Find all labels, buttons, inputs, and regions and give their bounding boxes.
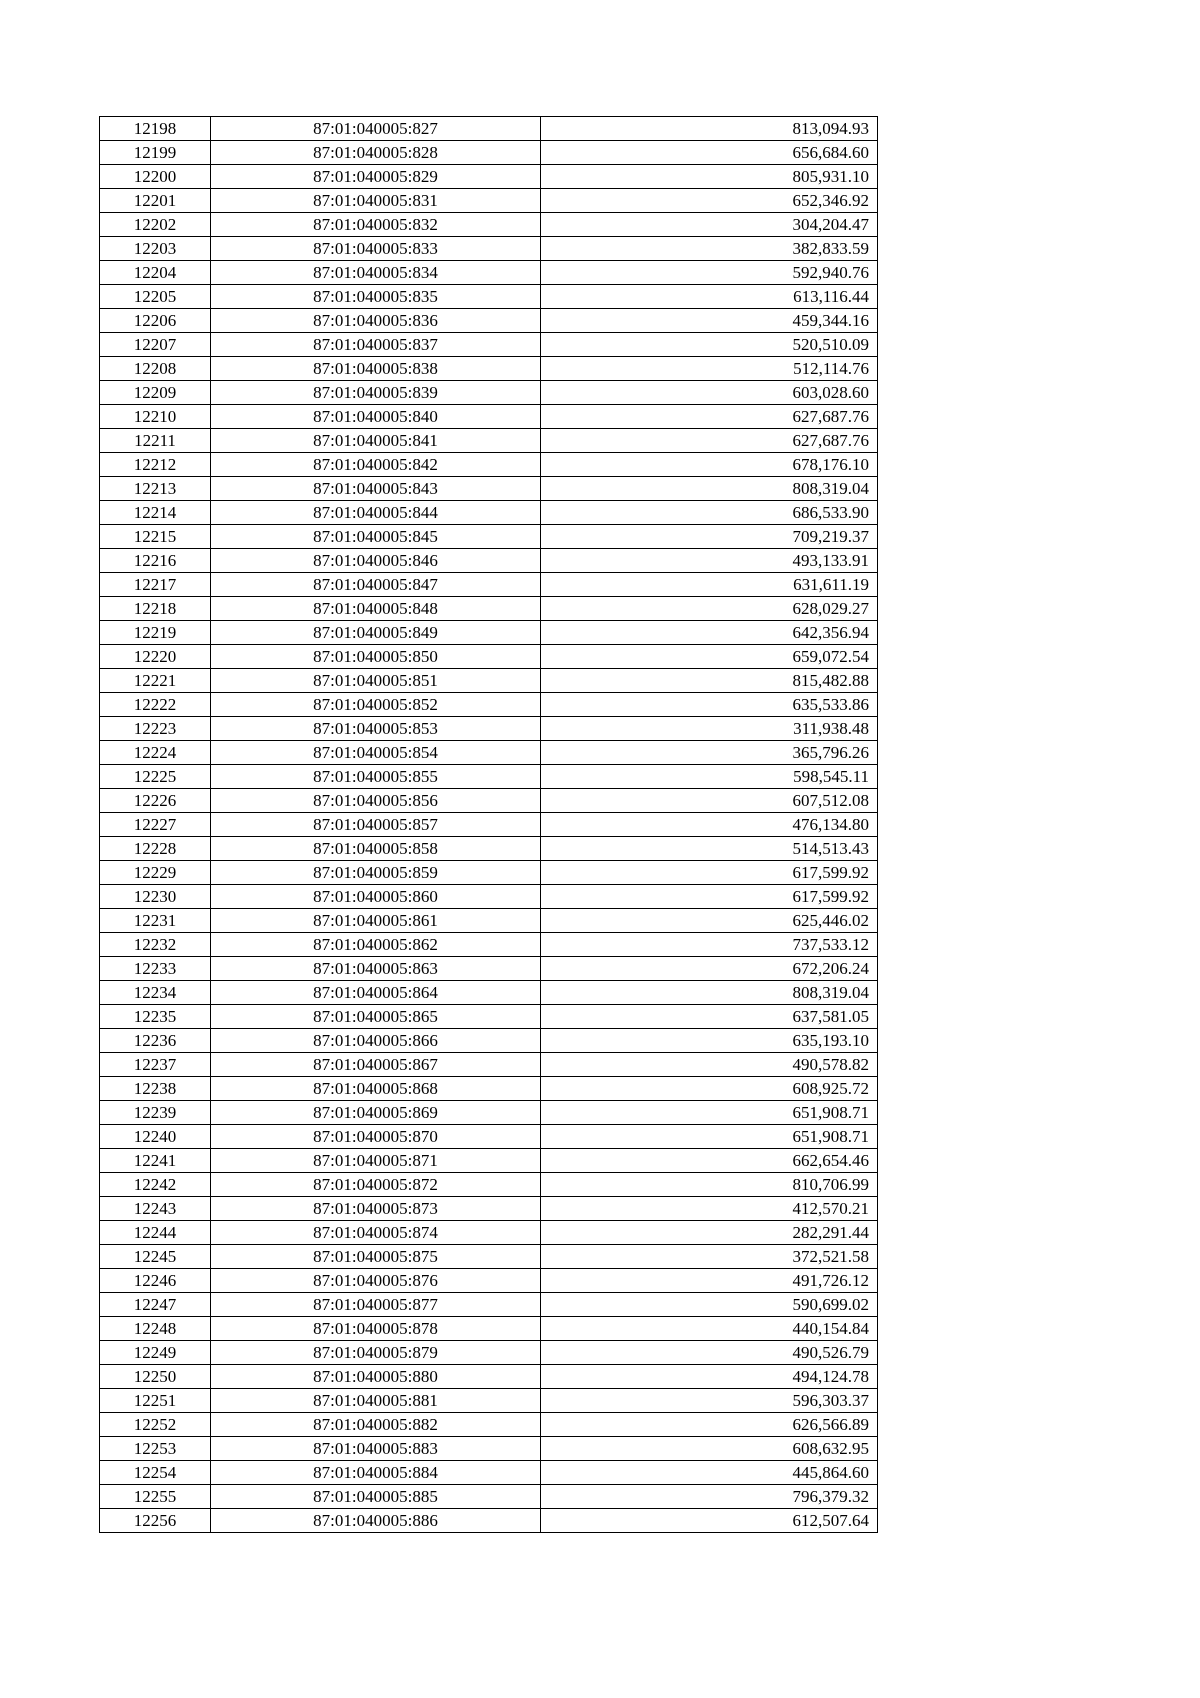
cadastral-number-cell: 87:01:040005:869 — [211, 1101, 541, 1125]
cadastral-value-cell: 514,513.43 — [541, 837, 878, 861]
cadastral-value-cell: 796,379.32 — [541, 1485, 878, 1509]
table-row — [100, 213, 878, 237]
cadastral-value-cell: 626,566.89 — [541, 1413, 878, 1437]
row-number-cell: 12217 — [100, 573, 211, 597]
table-row — [100, 597, 878, 621]
row-number-cell: 12244 — [100, 1221, 211, 1245]
cadastral-value-cell: 412,570.21 — [541, 1197, 878, 1221]
table-row — [100, 429, 878, 453]
cadastral-number-cell: 87:01:040005:867 — [211, 1053, 541, 1077]
cadastral-value-cell: 627,687.76 — [541, 405, 878, 429]
row-number-cell: 12218 — [100, 597, 211, 621]
cadastral-number-cell: 87:01:040005:829 — [211, 165, 541, 189]
cadastral-value-table — [99, 116, 878, 1533]
cadastral-number-cell: 87:01:040005:868 — [211, 1077, 541, 1101]
table-row — [100, 309, 878, 333]
cadastral-number-cell: 87:01:040005:883 — [211, 1437, 541, 1461]
cadastral-number-cell: 87:01:040005:865 — [211, 1005, 541, 1029]
cadastral-value-cell: 612,507.64 — [541, 1509, 878, 1533]
cadastral-value-cell: 651,908.71 — [541, 1125, 878, 1149]
row-number-cell: 12256 — [100, 1509, 211, 1533]
cadastral-value-cell: 608,925.72 — [541, 1077, 878, 1101]
row-number-cell: 12237 — [100, 1053, 211, 1077]
row-number-cell: 12216 — [100, 549, 211, 573]
cadastral-number-cell: 87:01:040005:862 — [211, 933, 541, 957]
table-row — [100, 381, 878, 405]
cadastral-number-cell: 87:01:040005:842 — [211, 453, 541, 477]
cadastral-number-cell: 87:01:040005:849 — [211, 621, 541, 645]
table-row — [100, 165, 878, 189]
cadastral-number-cell: 87:01:040005:850 — [211, 645, 541, 669]
cadastral-number-cell: 87:01:040005:881 — [211, 1389, 541, 1413]
cadastral-value-cell: 596,303.37 — [541, 1389, 878, 1413]
cadastral-value-cell: 659,072.54 — [541, 645, 878, 669]
row-number-cell: 12219 — [100, 621, 211, 645]
cadastral-value-cell: 737,533.12 — [541, 933, 878, 957]
cadastral-number-cell: 87:01:040005:872 — [211, 1173, 541, 1197]
row-number-cell: 12211 — [100, 429, 211, 453]
cadastral-number-cell: 87:01:040005:856 — [211, 789, 541, 813]
cadastral-value-cell: 598,545.11 — [541, 765, 878, 789]
cadastral-number-cell: 87:01:040005:833 — [211, 237, 541, 261]
table-row — [100, 573, 878, 597]
cadastral-number-cell: 87:01:040005:858 — [211, 837, 541, 861]
table-row — [100, 1077, 878, 1101]
table-row — [100, 1437, 878, 1461]
row-number-cell: 12229 — [100, 861, 211, 885]
cadastral-number-cell: 87:01:040005:835 — [211, 285, 541, 309]
cadastral-number-cell: 87:01:040005:844 — [211, 501, 541, 525]
cadastral-number-cell: 87:01:040005:864 — [211, 981, 541, 1005]
table-row — [100, 453, 878, 477]
cadastral-value-cell: 372,521.58 — [541, 1245, 878, 1269]
row-number-cell: 12214 — [100, 501, 211, 525]
table-row — [100, 1293, 878, 1317]
cadastral-number-cell: 87:01:040005:852 — [211, 693, 541, 717]
row-number-cell: 12204 — [100, 261, 211, 285]
table-row — [100, 141, 878, 165]
cadastral-value-cell: 476,134.80 — [541, 813, 878, 837]
table-row — [100, 549, 878, 573]
row-number-cell: 12248 — [100, 1317, 211, 1341]
table-row — [100, 261, 878, 285]
cadastral-value-cell: 815,482.88 — [541, 669, 878, 693]
table-row — [100, 1485, 878, 1509]
table-row — [100, 333, 878, 357]
cadastral-number-cell: 87:01:040005:832 — [211, 213, 541, 237]
row-number-cell: 12234 — [100, 981, 211, 1005]
cadastral-number-cell: 87:01:040005:838 — [211, 357, 541, 381]
table-row — [100, 669, 878, 693]
table-row — [100, 1413, 878, 1437]
table-row — [100, 525, 878, 549]
table-row — [100, 1029, 878, 1053]
table-row — [100, 981, 878, 1005]
table-row — [100, 405, 878, 429]
cadastral-value-cell: 709,219.37 — [541, 525, 878, 549]
row-number-cell: 12240 — [100, 1125, 211, 1149]
row-number-cell: 12202 — [100, 213, 211, 237]
cadastral-number-cell: 87:01:040005:840 — [211, 405, 541, 429]
cadastral-value-cell: 628,029.27 — [541, 597, 878, 621]
cadastral-number-cell: 87:01:040005:839 — [211, 381, 541, 405]
cadastral-number-cell: 87:01:040005:834 — [211, 261, 541, 285]
table-row — [100, 1389, 878, 1413]
cadastral-value-cell: 662,654.46 — [541, 1149, 878, 1173]
row-number-cell: 12221 — [100, 669, 211, 693]
cadastral-number-cell: 87:01:040005:845 — [211, 525, 541, 549]
cadastral-value-cell: 808,319.04 — [541, 981, 878, 1005]
row-number-cell: 12207 — [100, 333, 211, 357]
cadastral-number-cell: 87:01:040005:880 — [211, 1365, 541, 1389]
row-number-cell: 12212 — [100, 453, 211, 477]
cadastral-value-cell: 672,206.24 — [541, 957, 878, 981]
cadastral-value-cell: 656,684.60 — [541, 141, 878, 165]
table-row — [100, 789, 878, 813]
row-number-cell: 12215 — [100, 525, 211, 549]
cadastral-value-cell: 631,611.19 — [541, 573, 878, 597]
table-row — [100, 621, 878, 645]
row-number-cell: 12206 — [100, 309, 211, 333]
cadastral-value-cell: 617,599.92 — [541, 885, 878, 909]
table-row — [100, 933, 878, 957]
row-number-cell: 12239 — [100, 1101, 211, 1125]
table-row — [100, 1341, 878, 1365]
cadastral-value-cell: 637,581.05 — [541, 1005, 878, 1029]
table-row — [100, 189, 878, 213]
cadastral-value-cell: 382,833.59 — [541, 237, 878, 261]
cadastral-number-cell: 87:01:040005:878 — [211, 1317, 541, 1341]
row-number-cell: 12252 — [100, 1413, 211, 1437]
cadastral-value-cell: 805,931.10 — [541, 165, 878, 189]
row-number-cell: 12253 — [100, 1437, 211, 1461]
cadastral-value-cell: 607,512.08 — [541, 789, 878, 813]
cadastral-value-cell: 608,632.95 — [541, 1437, 878, 1461]
row-number-cell: 12243 — [100, 1197, 211, 1221]
row-number-cell: 12232 — [100, 933, 211, 957]
cadastral-value-cell: 490,578.82 — [541, 1053, 878, 1077]
cadastral-number-cell: 87:01:040005:847 — [211, 573, 541, 597]
cadastral-number-cell: 87:01:040005:828 — [211, 141, 541, 165]
cadastral-number-cell: 87:01:040005:853 — [211, 717, 541, 741]
cadastral-number-cell: 87:01:040005:863 — [211, 957, 541, 981]
cadastral-value-cell: 590,699.02 — [541, 1293, 878, 1317]
row-number-cell: 12255 — [100, 1485, 211, 1509]
row-number-cell: 12210 — [100, 405, 211, 429]
cadastral-number-cell: 87:01:040005:875 — [211, 1245, 541, 1269]
cadastral-number-cell: 87:01:040005:846 — [211, 549, 541, 573]
table-row — [100, 237, 878, 261]
row-number-cell: 12227 — [100, 813, 211, 837]
row-number-cell: 12208 — [100, 357, 211, 381]
row-number-cell: 12247 — [100, 1293, 211, 1317]
table-row — [100, 813, 878, 837]
table-row — [100, 1509, 878, 1533]
table-row — [100, 117, 878, 141]
row-number-cell: 12226 — [100, 789, 211, 813]
row-number-cell: 12246 — [100, 1269, 211, 1293]
cadastral-number-cell: 87:01:040005:851 — [211, 669, 541, 693]
cadastral-number-cell: 87:01:040005:886 — [211, 1509, 541, 1533]
cadastral-number-cell: 87:01:040005:836 — [211, 309, 541, 333]
cadastral-value-cell: 652,346.92 — [541, 189, 878, 213]
row-number-cell: 12231 — [100, 909, 211, 933]
cadastral-value-cell: 520,510.09 — [541, 333, 878, 357]
cadastral-number-cell: 87:01:040005:855 — [211, 765, 541, 789]
row-number-cell: 12230 — [100, 885, 211, 909]
cadastral-number-cell: 87:01:040005:860 — [211, 885, 541, 909]
cadastral-value-cell: 440,154.84 — [541, 1317, 878, 1341]
row-number-cell: 12203 — [100, 237, 211, 261]
table-row — [100, 693, 878, 717]
cadastral-value-cell: 808,319.04 — [541, 477, 878, 501]
table-row — [100, 1101, 878, 1125]
cadastral-value-cell: 491,726.12 — [541, 1269, 878, 1293]
cadastral-value-cell: 686,533.90 — [541, 501, 878, 525]
row-number-cell: 12241 — [100, 1149, 211, 1173]
row-number-cell: 12225 — [100, 765, 211, 789]
cadastral-value-cell: 512,114.76 — [541, 357, 878, 381]
cadastral-number-cell: 87:01:040005:882 — [211, 1413, 541, 1437]
cadastral-number-cell: 87:01:040005:841 — [211, 429, 541, 453]
table-row — [100, 501, 878, 525]
table-row — [100, 717, 878, 741]
cadastral-number-cell: 87:01:040005:857 — [211, 813, 541, 837]
table-row — [100, 861, 878, 885]
table-row — [100, 1461, 878, 1485]
table-row — [100, 765, 878, 789]
cadastral-number-cell: 87:01:040005:831 — [211, 189, 541, 213]
table-row — [100, 1365, 878, 1389]
cadastral-number-cell: 87:01:040005:877 — [211, 1293, 541, 1317]
cadastral-value-cell: 365,796.26 — [541, 741, 878, 765]
row-number-cell: 12236 — [100, 1029, 211, 1053]
row-number-cell: 12228 — [100, 837, 211, 861]
table-row — [100, 1053, 878, 1077]
cadastral-value-cell: 490,526.79 — [541, 1341, 878, 1365]
cadastral-number-cell: 87:01:040005:870 — [211, 1125, 541, 1149]
cadastral-value-cell: 592,940.76 — [541, 261, 878, 285]
table-row — [100, 837, 878, 861]
cadastral-number-cell: 87:01:040005:873 — [211, 1197, 541, 1221]
row-number-cell: 12200 — [100, 165, 211, 189]
table-row — [100, 909, 878, 933]
cadastral-value-cell: 810,706.99 — [541, 1173, 878, 1197]
row-number-cell: 12198 — [100, 117, 211, 141]
cadastral-value-cell: 642,356.94 — [541, 621, 878, 645]
row-number-cell: 12245 — [100, 1245, 211, 1269]
cadastral-number-cell: 87:01:040005:866 — [211, 1029, 541, 1053]
row-number-cell: 12242 — [100, 1173, 211, 1197]
row-number-cell: 12224 — [100, 741, 211, 765]
row-number-cell: 12235 — [100, 1005, 211, 1029]
table-row — [100, 1125, 878, 1149]
cadastral-number-cell: 87:01:040005:848 — [211, 597, 541, 621]
cadastral-value-cell: 635,193.10 — [541, 1029, 878, 1053]
table-row — [100, 1149, 878, 1173]
cadastral-number-cell: 87:01:040005:885 — [211, 1485, 541, 1509]
cadastral-number-cell: 87:01:040005:843 — [211, 477, 541, 501]
cadastral-value-cell: 813,094.93 — [541, 117, 878, 141]
cadastral-value-cell: 613,116.44 — [541, 285, 878, 309]
cadastral-value-cell: 635,533.86 — [541, 693, 878, 717]
row-number-cell: 12209 — [100, 381, 211, 405]
cadastral-value-cell: 627,687.76 — [541, 429, 878, 453]
table-row — [100, 1245, 878, 1269]
table-row — [100, 285, 878, 309]
row-number-cell: 12201 — [100, 189, 211, 213]
cadastral-value-cell: 625,446.02 — [541, 909, 878, 933]
cadastral-value-cell: 651,908.71 — [541, 1101, 878, 1125]
table-row — [100, 1317, 878, 1341]
table-row — [100, 741, 878, 765]
table-row — [100, 1005, 878, 1029]
row-number-cell: 12238 — [100, 1077, 211, 1101]
cadastral-number-cell: 87:01:040005:861 — [211, 909, 541, 933]
cadastral-number-cell: 87:01:040005:859 — [211, 861, 541, 885]
row-number-cell: 12223 — [100, 717, 211, 741]
row-number-cell: 12250 — [100, 1365, 211, 1389]
cadastral-value-cell: 445,864.60 — [541, 1461, 878, 1485]
cadastral-number-cell: 87:01:040005:874 — [211, 1221, 541, 1245]
row-number-cell: 12233 — [100, 957, 211, 981]
row-number-cell: 12249 — [100, 1341, 211, 1365]
row-number-cell: 12213 — [100, 477, 211, 501]
table-row — [100, 1197, 878, 1221]
cadastral-number-cell: 87:01:040005:871 — [211, 1149, 541, 1173]
table-row — [100, 477, 878, 501]
cadastral-number-cell: 87:01:040005:854 — [211, 741, 541, 765]
cadastral-value-cell: 678,176.10 — [541, 453, 878, 477]
table-body — [100, 117, 878, 1533]
cadastral-number-cell: 87:01:040005:879 — [211, 1341, 541, 1365]
table-row — [100, 357, 878, 381]
table-row — [100, 885, 878, 909]
row-number-cell: 12222 — [100, 693, 211, 717]
cadastral-value-cell: 459,344.16 — [541, 309, 878, 333]
table-row — [100, 1221, 878, 1245]
table-row — [100, 957, 878, 981]
table-row — [100, 1173, 878, 1197]
row-number-cell: 12220 — [100, 645, 211, 669]
cadastral-number-cell: 87:01:040005:837 — [211, 333, 541, 357]
row-number-cell: 12254 — [100, 1461, 211, 1485]
cadastral-value-cell: 311,938.48 — [541, 717, 878, 741]
cadastral-number-cell: 87:01:040005:884 — [211, 1461, 541, 1485]
row-number-cell: 12199 — [100, 141, 211, 165]
cadastral-value-cell: 494,124.78 — [541, 1365, 878, 1389]
row-number-cell: 12205 — [100, 285, 211, 309]
cadastral-value-cell: 603,028.60 — [541, 381, 878, 405]
cadastral-value-cell: 304,204.47 — [541, 213, 878, 237]
table-row — [100, 645, 878, 669]
cadastral-number-cell: 87:01:040005:827 — [211, 117, 541, 141]
row-number-cell: 12251 — [100, 1389, 211, 1413]
cadastral-value-cell: 617,599.92 — [541, 861, 878, 885]
cadastral-value-cell: 282,291.44 — [541, 1221, 878, 1245]
cadastral-value-cell: 493,133.91 — [541, 549, 878, 573]
table-row — [100, 1269, 878, 1293]
cadastral-number-cell: 87:01:040005:876 — [211, 1269, 541, 1293]
